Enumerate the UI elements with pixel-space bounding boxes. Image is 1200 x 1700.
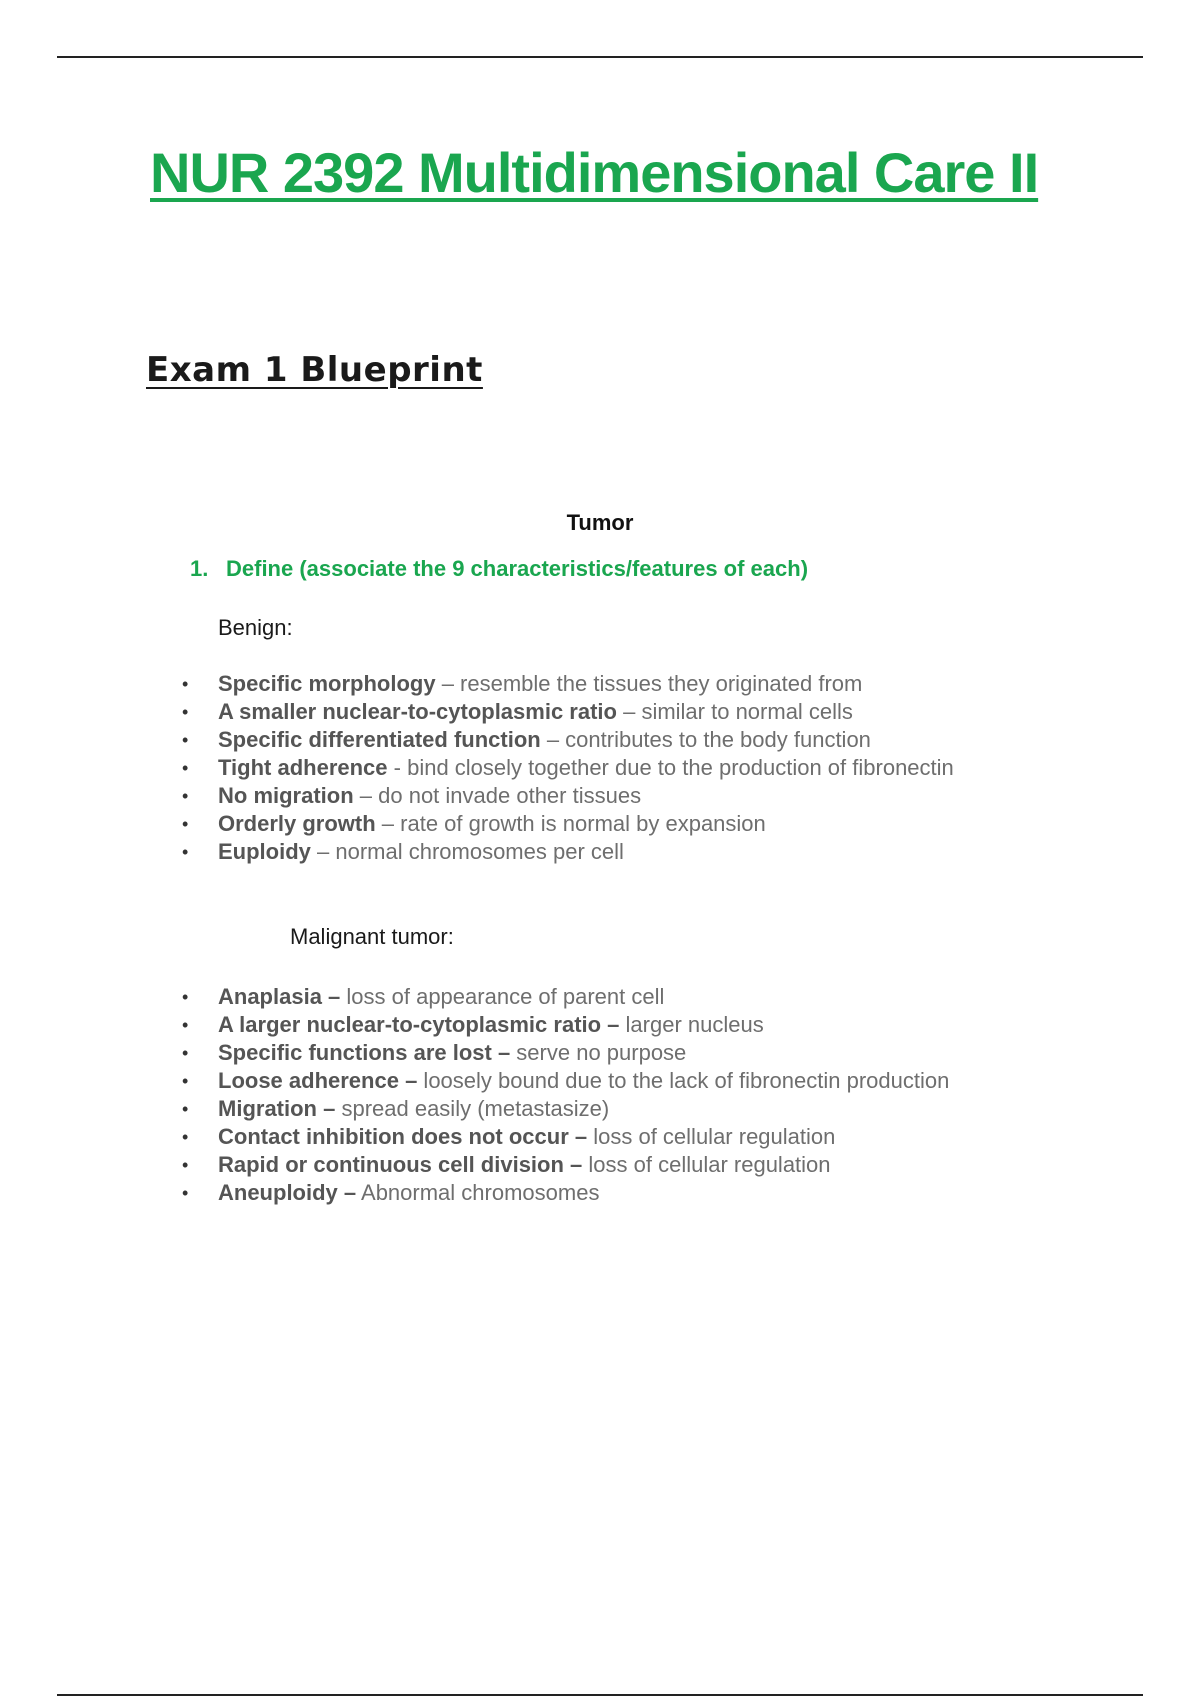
item-term: Contact inhibition does not occur – [218,1124,588,1149]
item-description: loosely bound due to the lack of fibronectin production [417,1068,950,1093]
bullet-icon: • [182,1127,189,1147]
bullet-icon: • [182,1183,189,1203]
list-item [178,782,954,810]
item-term: Aneuploidy – [218,1180,357,1205]
bullet-icon: • [182,987,189,1007]
bullet-icon: • [182,1099,189,1119]
item-description: spread easily (metastasize) [335,1096,610,1121]
question-1 [190,556,808,582]
section-title: Exam 1 Blueprint [146,350,483,390]
bullet-icon: • [182,786,189,806]
bullet-icon: • [182,730,189,750]
list-item [178,1011,949,1039]
item-description: - bind closely together due to the production of fibronectin [387,755,954,780]
item-term: Euploidy [218,839,311,864]
footer-rule [57,1694,1143,1696]
item-description: – resemble the tissues they originated from [435,671,863,696]
item-term: A larger nuclear-to-cytoplasmic ratio – [218,1012,620,1037]
bullet-icon: • [182,1015,189,1035]
bullet-icon: • [182,814,189,834]
bullet-icon: • [182,674,189,694]
topic-heading: Tumor [566,510,634,535]
item-description: – do not invade other tissues [353,783,642,808]
item-term: A smaller nuclear-to-cytoplasmic ratio [218,699,617,724]
item-description: larger nucleus [619,1012,764,1037]
item-description: serve no purpose [510,1040,687,1065]
item-description: loss of cellular regulation [582,1152,831,1177]
item-term: No migration [218,783,354,808]
benign-label: Benign: [218,615,293,640]
benign-list [178,670,954,866]
question-number: 1. [190,556,209,581]
item-term: Specific differentiated function [218,727,541,752]
malignant-label: Malignant tumor: [290,924,454,949]
item-description: – similar to normal cells [616,699,853,724]
list-item [178,754,954,782]
list-item [178,1123,949,1151]
item-description: – rate of growth is normal by expansion [375,811,766,836]
list-item [178,810,954,838]
list-item [178,983,949,1011]
bullet-icon: • [182,1071,189,1091]
item-description: loss of cellular regulation [587,1124,836,1149]
list-item [178,1067,949,1095]
item-description: Abnormal chromosomes [356,1180,600,1205]
item-term: Migration – [218,1096,336,1121]
item-description: – contributes to the body function [540,727,871,752]
list-item [178,838,954,866]
bullet-icon: • [182,1155,189,1175]
bullet-icon: • [182,758,189,778]
item-term: Specific morphology [218,671,436,696]
bullet-icon: • [182,1043,189,1063]
item-description: – normal chromosomes per cell [310,839,624,864]
item-term: Specific functions are lost – [218,1040,511,1065]
list-item [178,1151,949,1179]
item-term: Loose adherence – [218,1068,418,1093]
list-item [178,1179,949,1207]
item-term: Rapid or continuous cell division – [218,1152,583,1177]
item-term: Anaplasia – [218,984,341,1009]
question-text: Define (associate the 9 characteristics/features of each) [226,556,809,581]
list-item [178,1039,949,1067]
list-item [178,670,954,698]
list-item [178,698,954,726]
item-term: Tight adherence [218,755,388,780]
item-term: Orderly growth [218,811,376,836]
document-title: NUR 2392 Multidimensional Care II [150,141,1039,204]
malignant-list [178,983,949,1207]
header-rule [57,56,1143,58]
list-item [178,726,954,754]
bullet-icon: • [182,702,189,722]
item-description: loss of appearance of parent cell [340,984,665,1009]
list-item [178,1095,949,1123]
bullet-icon: • [182,842,189,862]
